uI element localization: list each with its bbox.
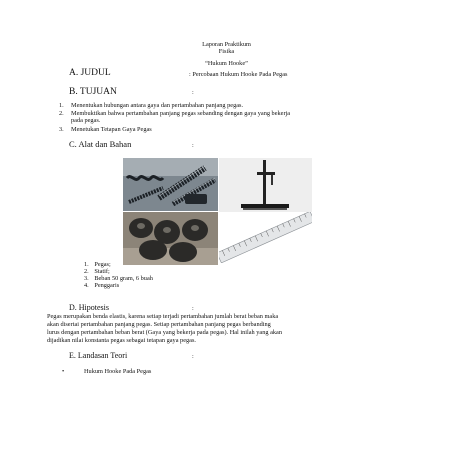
report-subject: Fisika (218, 48, 235, 55)
list-item-text: Menentukan hubungan antara gaya dan pertambahan panjang pegas. (71, 102, 244, 109)
list-item-text: Pegas; (94, 261, 111, 268)
report-topic: “Hukum Hooke” (205, 60, 248, 67)
list-number: 3. (59, 126, 64, 133)
list-number: 1. (84, 261, 89, 268)
list-number: 4. (84, 282, 89, 289)
hypothesis-line: lurus dengan pertambahan beban berat (Gaya yang bekerja pada pegas). Hal inilah yang akan (47, 329, 282, 336)
section-d-heading: D. Hipotesis (69, 303, 109, 312)
list-item (84, 282, 119, 289)
list-item (84, 261, 111, 268)
hypothesis-line: dijadikan nilai konstanta pegas sebagai tetapan gaya pegas. (47, 337, 196, 344)
springs-photo (123, 158, 218, 211)
section-a-value: : Percobaan Hukum Hooke Pada Pegas (189, 71, 288, 78)
section-c-heading: C. Alat dan Bahan (69, 139, 132, 149)
list-item-text: Penggaris (94, 282, 120, 289)
list-number: 1. (59, 102, 64, 109)
list-item-text: pada pegas. (71, 117, 101, 124)
list-item (84, 275, 153, 282)
weights-photo (123, 212, 218, 265)
section-e-heading: E. Landasan Teori (69, 351, 128, 360)
list-number: 2. (59, 110, 64, 117)
ruler-photo (219, 212, 312, 263)
section-b-heading: B. TUJUAN (69, 87, 117, 97)
list-item (59, 110, 64, 117)
bullet-icon: • (62, 368, 65, 375)
stand-photo (219, 158, 312, 213)
list-item-text: Statif; (94, 268, 110, 275)
list-item-text: Menetukan Tetapan Gaya Pegas (71, 126, 152, 133)
report-title: Laporan Praktikum (202, 41, 251, 48)
hypothesis-line: akan disertai pertambahan panjang pegas. Setiap pertambahan panjang pegas berbanding (47, 321, 271, 328)
list-item (59, 102, 64, 109)
section-d-colon: : (192, 305, 194, 312)
list-item (84, 268, 110, 275)
list-item-text: Beban 50 gram, 6 buah (94, 275, 153, 282)
theory-bullet-text: Hukum Hooke Pada Pegas (84, 368, 152, 375)
list-item-text: Membuktikan bahwa pertambahan panjang pegas sebanding dengan gaya yang bekerja (71, 110, 291, 117)
list-number: 2. (84, 268, 89, 275)
section-a-heading: A. JUDUL (69, 68, 111, 78)
list-number: 3. (84, 275, 89, 282)
section-c-colon: : (192, 142, 194, 149)
section-b-colon: : (192, 89, 194, 96)
list-item (59, 126, 64, 133)
section-e-colon: : (192, 353, 194, 360)
hypothesis-line: Pegas merupakan benda elastis, karena setiap terjadi pertambahan jumlah berat beban maka (47, 313, 279, 320)
